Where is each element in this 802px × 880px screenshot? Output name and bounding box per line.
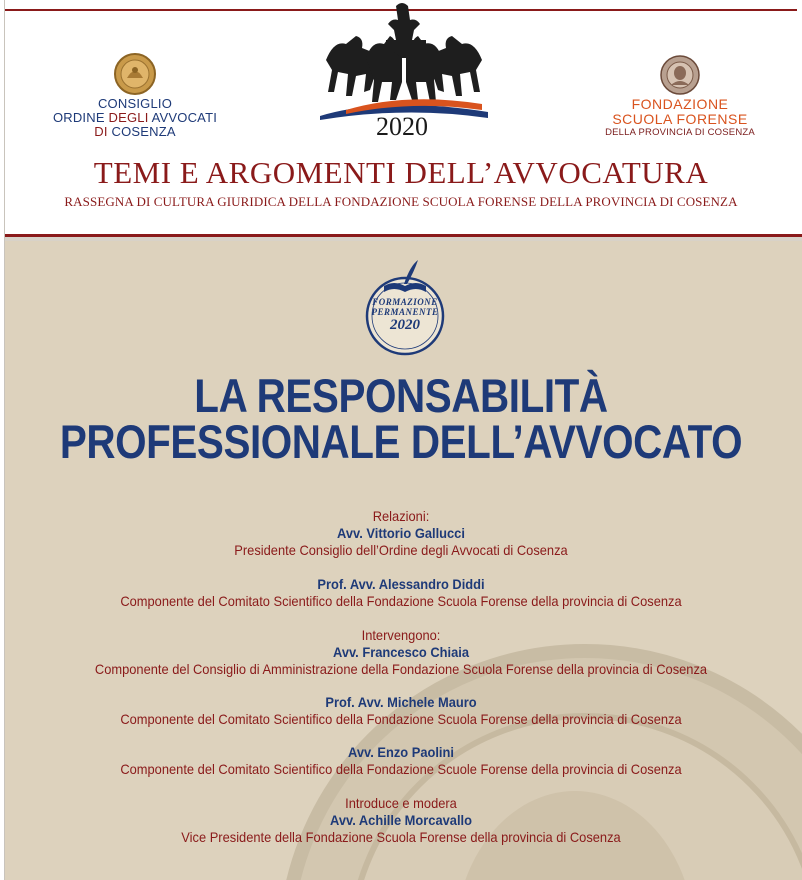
consiglio-ordine-logo	[50, 52, 220, 139]
speaker-role: Componente del Comitato Scientifico della Fondazione Scuola Forense della provincia di Cosenza	[120, 711, 682, 727]
badge-line2: PERMANENTE	[371, 307, 439, 317]
badge-line1: FORMAZIONE	[372, 297, 438, 307]
speaker-name: Prof. Avv. Michele Mauro	[325, 694, 477, 710]
speaker-name: Prof. Avv. Alessandro Diddi	[317, 576, 485, 592]
program-block-3	[0, 627, 802, 678]
program-block-4	[0, 694, 802, 728]
page-subtitle: RASSEGNA DI CULTURA GIURIDICA DELLA FONDAZIONE SCUOLA FORENSE DELLA PROVINCIA DI COSENZA	[64, 194, 738, 209]
speaker-role: Vice Presidente della Fondazione Scuola Forense della provincia di Cosenza	[181, 829, 621, 845]
speaker-name: Avv. Vittorio Gallucci	[337, 525, 465, 541]
fondazione-line3: DELLA PROVINCIA DI COSENZA	[605, 127, 755, 138]
program-label: Introduce e modera	[345, 795, 457, 811]
speaker-role: Componente del Consiglio di Amministrazione della Fondazione Scuola Forense della provincia di Cosenza	[94, 661, 708, 677]
consiglio-line3: DI COSENZA	[94, 124, 176, 139]
consiglio-seal-icon	[113, 52, 157, 96]
event-title-line1: LA RESPONSABILITÀ	[194, 369, 608, 422]
speaker-role: Presidente Consiglio dell’Ordine degli Avvocati di Cosenza	[234, 542, 568, 558]
fondazione-scuola-forense-logo	[605, 55, 755, 138]
speaker-name: Avv. Francesco Chiaia	[332, 644, 470, 660]
speaker-role: Componente del Comitato Scientifico della Fondazione Scuole Forense della provincia di Cosenza	[120, 761, 682, 777]
badge-text	[360, 297, 450, 334]
header-year: 2020	[376, 112, 428, 141]
consiglio-line2: ORDINE DEGLI AVVOCATI	[52, 110, 218, 125]
program-label: Relazioni:	[372, 508, 430, 524]
fondazione-seal-icon	[660, 55, 700, 95]
program-block-2	[0, 576, 802, 610]
speaker-name: Avv. Enzo Paolini	[348, 744, 454, 760]
program-block-6	[0, 795, 802, 846]
speaker-role: Componente del Comitato Scientifico della Fondazione Scuola Forense della provincia di Cosenza	[120, 593, 682, 609]
consiglio-line1: CONSIGLIO	[97, 96, 173, 111]
page-title: TEMI E ARGOMENTI DELL’AVVOCATURA	[93, 155, 709, 190]
speaker-name: Avv. Achille Morcavallo	[330, 812, 472, 828]
program-block-1	[0, 508, 802, 559]
badge-year: 2020	[390, 317, 420, 333]
fondazione-line1: FONDAZIONE	[631, 96, 729, 112]
fondazione-line2: SCUOLA FORENSE	[612, 111, 748, 127]
program-block-5	[0, 744, 802, 778]
event-title-line2: PROFESSIONALE DELL’AVVOCATO	[59, 415, 743, 468]
program-label: Intervengono:	[361, 627, 441, 643]
